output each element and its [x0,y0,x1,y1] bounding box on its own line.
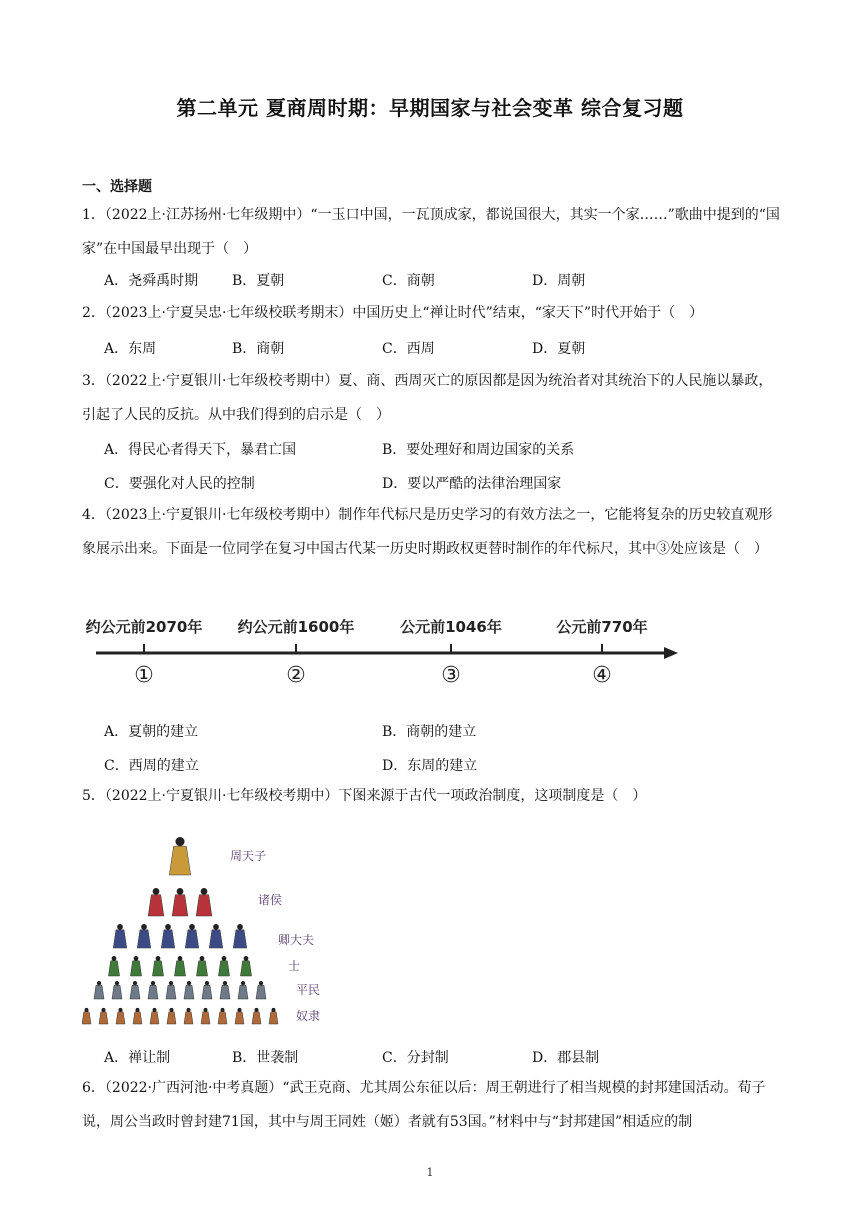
pyramid-figure [256,981,266,999]
pyramid-figure [269,1008,278,1024]
timeline-marker-3: ③ [441,663,461,688]
question-5: 5．（2022上·宁夏银川·七年级校考期中）下图来源于古代一项政治制度，这项制度是（ ） [82,788,647,804]
pyramid-figure [218,956,229,976]
option-d[interactable]: D．夏朝 [532,341,586,357]
option-d[interactable]: D．郡县制 [532,1050,600,1066]
pyramid-figure [209,924,222,948]
timeline-label-1: 约公元前2070年 [86,618,203,636]
option-a[interactable]: A．尧舜禹时期 [104,273,199,289]
pyramid-figure [113,924,126,948]
pyramid-figure [161,924,174,948]
pyramid-figure [201,1008,210,1024]
feudal-hierarchy-pyramid [82,832,342,1032]
pyramid-figure [133,1008,142,1024]
level-label-zhuhou: 诸侯 [258,893,283,907]
option-c[interactable]: C．分封制 [382,1050,449,1066]
document-title: 第二单元 夏商周时期：早期国家与社会变革 综合复习题 [176,96,684,120]
pyramid-figure [112,981,122,999]
level-label-tianzi: 周天子 [230,849,267,863]
question-4: 4．（2023上·宁夏银川·七年级校考期中）制作年代标尺是历史学习的有效方法之一，它能将复杂的历史较直观形象展示出来。下面是一位同学在复习中国古代某一历史时期政权更替时制作的年代标尺，其中③处应该是（ ） [82,507,773,557]
pyramid-figure [99,1008,108,1024]
pyramid-figure [172,888,188,916]
pyramid-figure [196,888,212,916]
question-2: 2．（2023上·宁夏吴忠·七年级校联考期末）中国历史上“禅让时代”结束，“家天下”时代开始于（ ） [82,305,704,321]
pyramid-figure [148,888,164,916]
option-c[interactable]: C．西周 [382,341,435,357]
question-6: 6．（2022·广西河池·中考真题）“武王克商、尤其周公东征以后：周王朝进行了相当规模的封邦建国活动。荀子说，周公当政时曾封建71国，其中与周王同姓（姬）者就有53国。”材料中与“封邦建国”相适应的制 [82,1080,766,1130]
pyramid-figure [185,924,198,948]
level-label-pingmin: 平民 [296,983,321,997]
option-d[interactable]: D．要以严酷的法律治理国家 [382,476,562,492]
pyramid-figure [137,924,150,948]
pyramid-figure [235,1008,244,1024]
pyramid-figure [130,956,141,976]
pyramid-figure [152,956,163,976]
pyramid-figure [82,1008,91,1024]
timeline-label-3: 公元前1046年 [400,618,502,636]
option-c[interactable]: C．商朝 [382,273,435,289]
level-label-qingdafu: 卿大夫 [278,933,315,947]
timeline-arrow [664,647,678,659]
option-a[interactable]: A．夏朝的建立 [104,724,199,740]
pyramid-figure [202,981,212,999]
option-b[interactable]: B．要处理好和周边国家的关系 [382,442,575,458]
section-heading: 一、选择题 [82,179,152,195]
option-d[interactable]: D．东周的建立 [382,758,478,774]
timeline-label-4: 公元前770年 [556,618,648,636]
pyramid-figure [130,981,140,999]
option-b[interactable]: B．夏朝 [232,273,285,289]
timeline-label-2: 约公元前1600年 [237,618,355,636]
question-1: 1．（2022上·江苏扬州·七年级期中）“一玉口中国，一瓦顶成家，都说国很大，其实一个家……”歌曲中提到的“国家”在中国最早出现于（ ） [82,207,780,257]
pyramid-figure [116,1008,125,1024]
pyramid-figure [94,981,104,999]
pyramid-figure [252,1008,261,1024]
option-c[interactable]: C．要强化对人民的控制 [104,476,255,492]
pyramid-figure [150,1008,159,1024]
pyramid-figure [169,837,190,875]
option-b[interactable]: B．商朝的建立 [382,724,477,740]
option-d[interactable]: D．周朝 [532,273,586,289]
page-number: 1 [426,1166,434,1179]
pyramid-figure [238,981,248,999]
pyramid-figure [174,956,185,976]
option-b[interactable]: B．世袭制 [232,1050,299,1066]
pyramid-figure [148,981,158,999]
timeline-marker-1: ① [134,663,154,688]
pyramid-figure [218,1008,227,1024]
pyramid-figure [196,956,207,976]
option-b[interactable]: B．商朝 [232,341,285,357]
timeline-figure [86,610,686,690]
timeline-marker-2: ② [286,663,306,688]
option-a[interactable]: A．得民心者得天下，暴君亡国 [104,442,297,458]
pyramid-figure [167,1008,176,1024]
pyramid-figure [233,924,246,948]
pyramid-figure [220,981,230,999]
pyramid-figure [184,981,194,999]
pyramid-figure [184,1008,193,1024]
pyramid-figure [166,981,176,999]
pyramid-figure [240,956,251,976]
question-3: 3．（2022上·宁夏银川·七年级校考期中）夏、商、西周灭亡的原因都是因为统治者对其统治下的人民施以暴政，引起了人民的反抗。从中我们得到的启示是（ ） [82,373,773,423]
timeline-marker-4: ④ [592,663,612,688]
option-c[interactable]: C．西周的建立 [104,758,199,774]
level-label-shi: 士 [288,959,301,973]
level-label-nuli: 奴隶 [296,1009,321,1023]
pyramid-figure [108,956,119,976]
option-a[interactable]: A．禅让制 [104,1050,171,1066]
option-a[interactable]: A．东周 [104,341,157,357]
